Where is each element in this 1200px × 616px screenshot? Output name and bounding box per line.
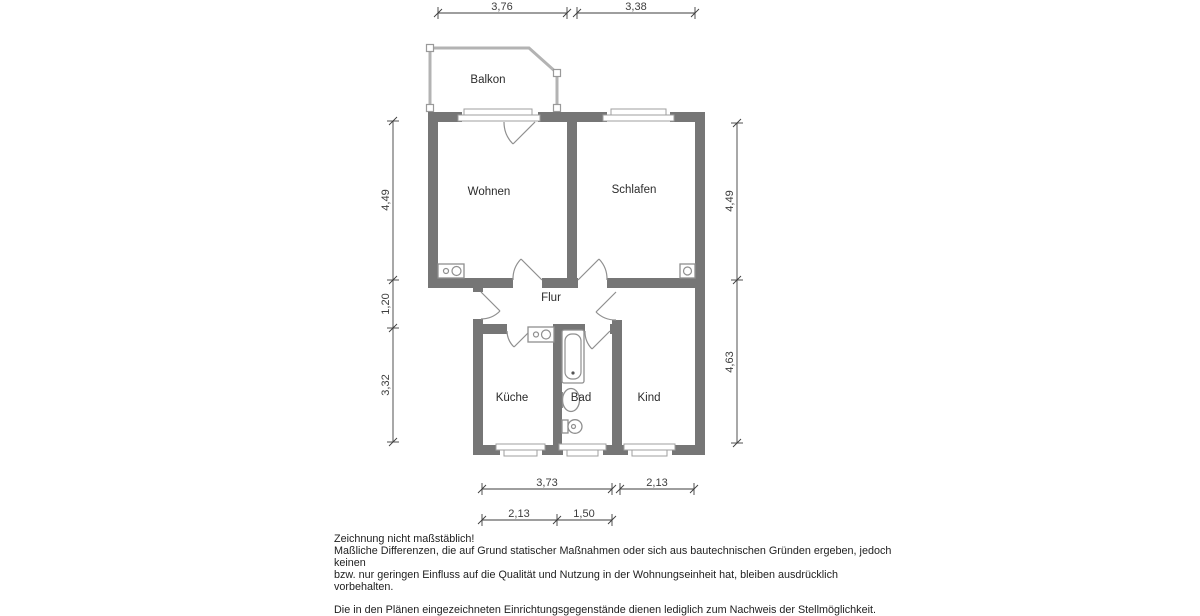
disclaimer-line: Die in den Plänen eingezeichneten Einrichtungsgegenstände dienen lediglich zum Nachweis der Stellmöglichkeit. — [334, 604, 876, 616]
wall-segment — [542, 278, 578, 288]
balcony-post — [427, 105, 434, 112]
entrance-door — [481, 292, 500, 319]
room-label-schlafen: Schlafen — [611, 184, 657, 196]
room-label-kind: Kind — [637, 392, 661, 404]
window-kind — [632, 450, 667, 456]
wall-segment — [567, 122, 577, 278]
dim-label: 1,50 — [573, 508, 595, 520]
dim-label: 3,32 — [380, 374, 392, 396]
room-label-kueche: Küche — [495, 392, 529, 404]
wall-segment — [672, 445, 705, 455]
window-kueche — [496, 444, 545, 450]
radiator-schlafen — [680, 264, 695, 278]
dim-label: 4,63 — [724, 351, 736, 373]
dim-label: 4,49 — [724, 190, 736, 212]
wall-segment — [483, 324, 507, 334]
wall-segment — [428, 112, 438, 288]
window-schlafen — [611, 109, 666, 115]
kind-door — [596, 292, 616, 320]
disclaimer-line: Maßliche Differenzen, die auf Grund statischer Maßnahmen oder sich aus bautechnischen Gründen ergeben, jedoch keinen — [334, 545, 892, 569]
dimension-top — [434, 1, 699, 19]
wall-segment — [538, 112, 607, 122]
dim-label: 2,13 — [508, 508, 530, 520]
wall-segment — [473, 319, 483, 455]
room-label-flur: Flur — [541, 292, 561, 304]
dimension-bottom-lower — [478, 508, 616, 526]
wall-segment — [695, 112, 705, 455]
balcony-post — [554, 70, 561, 77]
window-kind — [624, 444, 675, 450]
window-kueche — [504, 450, 537, 456]
wall-segment — [612, 320, 622, 445]
schlafen-door — [578, 259, 607, 280]
balcony-post — [427, 45, 434, 52]
bad-door — [585, 331, 610, 349]
window-bad — [567, 450, 598, 456]
wall-segment — [553, 334, 562, 445]
dim-label: 4,49 — [380, 189, 392, 211]
window-wohnen — [458, 115, 540, 121]
dim-label: 1,20 — [380, 293, 392, 315]
window-wohnen — [464, 109, 532, 115]
wohnen-door — [513, 259, 542, 280]
bathtub — [562, 330, 584, 383]
kitchen-sink — [528, 327, 554, 342]
room-label-wohnen: Wohnen — [467, 186, 511, 198]
dimension-right — [724, 119, 743, 447]
wall-segment — [607, 278, 695, 288]
wall-segment — [428, 278, 513, 288]
window-schlafen — [603, 115, 674, 121]
dim-label: 3,76 — [491, 1, 513, 13]
dim-label: 3,38 — [625, 1, 647, 13]
room-label-bad: Bad — [570, 392, 592, 404]
dimension-bottom-upper — [478, 477, 698, 495]
disclaimer-block — [334, 533, 894, 616]
disclaimer-line: Zeichnung nicht maßstäblich! — [334, 533, 475, 545]
dim-label: 2,13 — [646, 477, 668, 489]
room-label-balkon: Balkon — [470, 74, 506, 86]
dimension-left — [380, 117, 399, 446]
dim-label: 3,73 — [536, 477, 558, 489]
window-bad — [559, 444, 606, 450]
doors — [481, 122, 616, 349]
balcony-post — [554, 105, 561, 112]
toilet — [562, 420, 582, 434]
kueche-door — [507, 331, 530, 347]
radiator-wohnen — [438, 264, 464, 278]
balcony-door — [504, 122, 535, 144]
wall-segment — [473, 288, 483, 292]
disclaimer-line: bzw. nur geringen Einfluss auf die Qualität und Nutzung in der Wohnungseinheit hat, bleiben ausdrücklich vorbehalten. — [334, 569, 838, 593]
